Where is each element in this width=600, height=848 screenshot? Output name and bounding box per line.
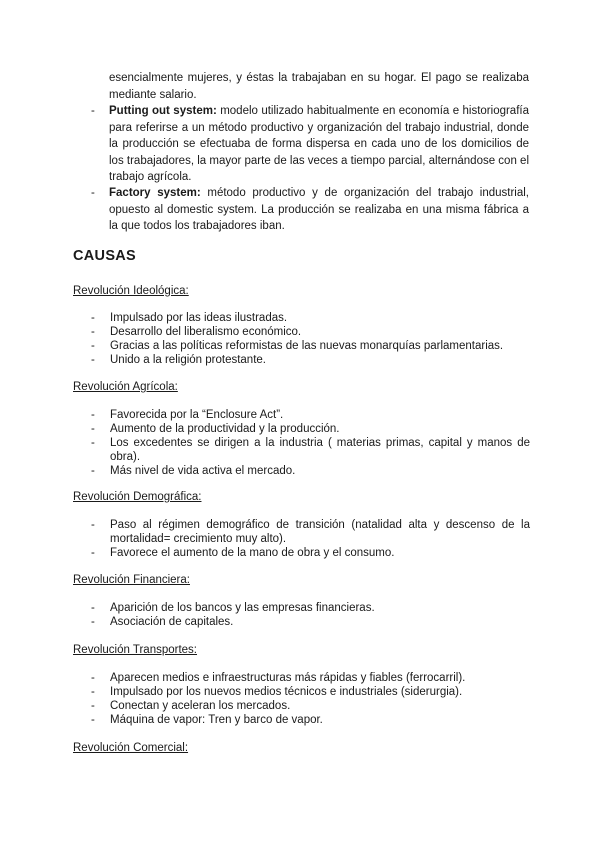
list-item <box>73 464 530 478</box>
definition-factory-system: método productivo y de organización del trabajo industrial, opuesto al domestic system. La producción se realizaba en una misma fábrica a la que todos los trabajadores iban. <box>109 187 529 232</box>
list-item-text: Gracias a las políticas reformistas de las nuevas monarquías parlamentarias. <box>110 340 504 352</box>
dash-marker: - <box>91 714 95 726</box>
section-title: Revolución Demográfica: <box>73 491 202 503</box>
list-item <box>73 671 530 685</box>
dash-marker: - <box>91 519 95 531</box>
section-title: Revolución Agrícola: <box>73 381 178 393</box>
section-transportes <box>73 642 533 727</box>
term-putting-out: Putting out system: <box>109 105 217 117</box>
list-item-text: Impulsado por las ideas ilustradas. <box>110 312 288 324</box>
list-item-text: Aparición de los bancos y las empresas financieras. <box>110 602 375 614</box>
list-item <box>73 699 530 713</box>
dash-marker: - <box>91 437 95 449</box>
list-item <box>73 325 530 339</box>
list-item-text: Favorecida por la “Enclosure Act”. <box>110 409 284 421</box>
list-item <box>73 422 530 436</box>
dash-marker: - <box>91 602 95 614</box>
dash-marker: - <box>91 700 95 712</box>
section-ideologica <box>73 283 533 367</box>
dash-marker: - <box>91 187 95 199</box>
list-item <box>73 353 530 367</box>
list-item <box>73 436 530 464</box>
dash-marker: - <box>91 672 95 684</box>
cause-list <box>73 518 533 560</box>
section-agricola <box>73 379 533 478</box>
section-title: Revolución Comercial: <box>73 742 189 754</box>
cause-list <box>73 408 533 478</box>
list-item <box>73 685 530 699</box>
definition-putting-out: modelo utilizado habitualmente en economía e historiografía para referirse a un método productivo y organización del trabajo industrial, donde la producción se efectuaba de forma dispersa en cada uno de los domicilios de los trabajadores, la mayor parte de las veces a tiempo parcial, alternándose con el trabajo agrícola. <box>109 105 529 183</box>
dash-marker: - <box>91 312 95 324</box>
list-item-text: Conectan y aceleran los mercados. <box>110 700 291 712</box>
list-item-text: Más nivel de vida activa el mercado. <box>110 465 296 477</box>
dash-marker: - <box>91 326 95 338</box>
section-heading-causas: CAUSAS <box>73 248 137 264</box>
term-factory-system: Factory system: <box>109 187 201 199</box>
section-comercial <box>73 740 533 756</box>
dash-marker: - <box>91 465 95 477</box>
dash-marker: - <box>91 686 95 698</box>
list-item-text: Los excedentes se dirigen a la industria ( materias primas, capital y manos de obra). <box>110 437 530 463</box>
cause-list <box>73 671 533 727</box>
list-item <box>73 713 530 727</box>
list-item <box>73 339 530 353</box>
list-item-text: Impulsado por los nuevos medios técnicos e industriales (siderurgia). <box>110 686 463 698</box>
list-item-text: Aumento de la productividad y la producción. <box>110 423 340 435</box>
list-item-text: Paso al régimen demográfico de transición (natalidad alta y descenso de la mortalidad= crecimiento muy alto). <box>110 519 530 545</box>
dash-marker: - <box>91 423 95 435</box>
dash-marker: - <box>91 105 95 117</box>
section-title: Revolución Financiera: <box>73 574 190 586</box>
list-item <box>73 408 530 422</box>
cause-list <box>73 311 533 367</box>
section-financiera <box>73 572 533 629</box>
section-demografica <box>73 489 533 560</box>
list-item-text: Unido a la religión protestante. <box>110 354 266 366</box>
list-item <box>73 615 530 629</box>
list-item <box>73 311 530 325</box>
section-title: Revolución Ideológica: <box>73 285 189 297</box>
list-item-text: Aparecen medios e infraestructuras más rápidas y fiables (ferrocarril). <box>110 672 466 684</box>
list-item <box>73 601 530 615</box>
list-item-text: Desarrollo del liberalismo económico. <box>110 326 302 338</box>
dash-marker: - <box>91 547 95 559</box>
list-item-text: Favorece el aumento de la mano de obra y el consumo. <box>110 547 395 559</box>
list-item <box>73 546 530 560</box>
list-item <box>73 518 530 546</box>
continuation-text: esencialmente mujeres, y éstas la trabajaban en su hogar. El pago se realizaba mediante salario. <box>109 72 529 101</box>
list-item-text: Máquina de vapor: Tren y barco de vapor. <box>110 714 323 726</box>
cause-list <box>73 601 533 629</box>
dash-marker: - <box>91 340 95 352</box>
dash-marker: - <box>91 354 95 366</box>
section-title: Revolución Transportes: <box>73 644 198 656</box>
list-item-text: Asociación de capitales. <box>110 616 234 628</box>
dash-marker: - <box>91 409 95 421</box>
dash-marker: - <box>91 616 95 628</box>
